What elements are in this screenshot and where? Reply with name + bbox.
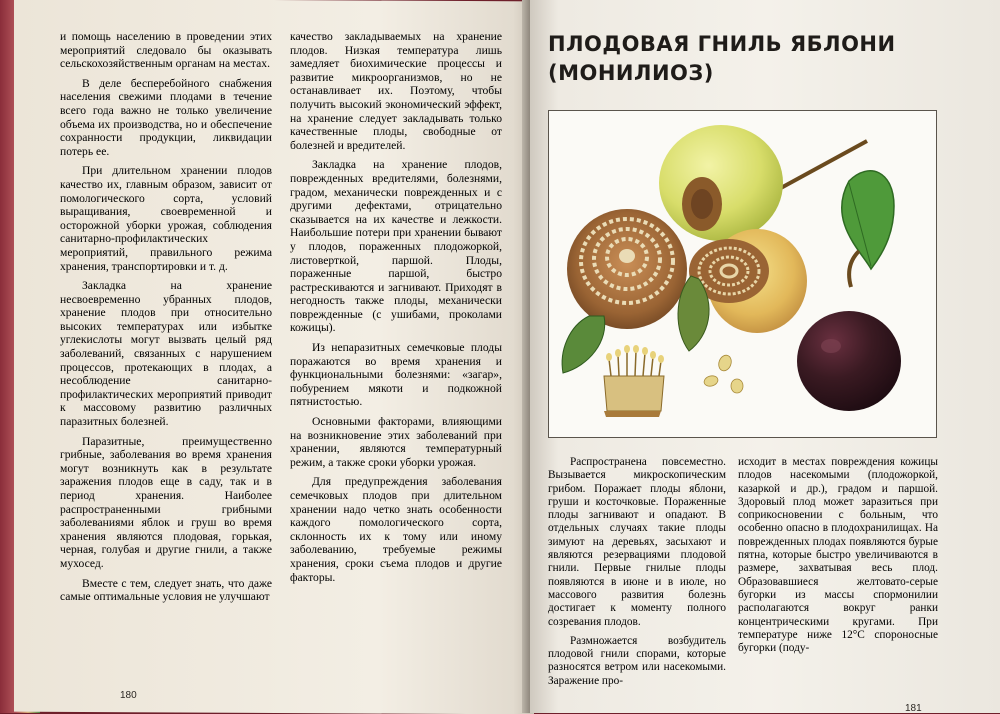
paragraph: Распространена повсеместно. Вызывается микроскопическим грибом. Поражает плоды яблони, груши и косточковые. Пораженные плоды загнивают и опадают. В отдельных случаях такие плоды зимуют на деревьях, засыхают и являются резервациями плодовой гнили. Первые гнилые плоды появляются в июне и в июле, но массового развития болезнь достигает к моменту полного созревания плодов.: [548, 456, 726, 628]
left-page-column-1: [60, 30, 272, 610]
article-title: ПЛОДОВАЯ ГНИЛЬ ЯБЛОНИ (МОНИЛИОЗ): [548, 32, 896, 85]
left-page-column-2: [290, 30, 502, 590]
paragraph: исходит в местах повреждения кожицы плодов насекомыми (плодожоркой, казаркой и др.), градом и паршой. Здоровый плод может заразиться при соприкосновении с больным, что особенно опасно в плодохранилищах. На поврежденных плодах появляются бурые пятна, которые быстро увеличиваются в размере, захватывая весь плод. Образовавшиеся желтовато-серые бугорки из массы спормонилии располагаются вокруг ранки концентрическими кругами. При температуре ниже 12°С спороносные бугорки (поду-: [738, 456, 938, 655]
page-number-left: 180: [120, 690, 137, 701]
paragraph: Вместе с тем, следует знать, что даже самые оптимальные условия не улучшают: [60, 576, 272, 604]
paragraph: При длительном хранении плодов качество их, главным образом, зависит от помологического сорта, условий выращивания, своевременной и осторожной уборки урожая, соблюдения санитарно-профилактических мероприятий, правильного режима хранения, транспортировки и т. д.: [60, 164, 272, 273]
paragraph: Основными факторами, влияющими на возникновение этих заболеваний при хранении, являются температурный режим, а также сроки уборки урожая.: [290, 415, 502, 469]
right-page-column-1: [548, 456, 726, 694]
paragraph: Из непаразитных семечковые плоды поражаются во время хранения и функциональными болезнями: «загар», побурением мякоти и подкожной пятнистостью.: [290, 341, 502, 409]
apple-monilia-rot-illustration-icon: [549, 111, 936, 437]
paragraph: Паразитные, преимущественно грибные, заболевания во время хранения могут возникнуть как в результате заражения плодов еще в саду, так и в период хранения. Наиболее распространенными грибными заболеваниями яблок и груш во время хранения являются плодовая, горькая, черная, голубая и другие гнили, а также мухосед.: [60, 434, 272, 570]
paragraph: Для предупреждения заболевания семечковых плодов при длительном хранении надо четко знать особенности каждого помологического сорта, склонность их к тому или иному заболеванию, требуемые режимы хранения, сроки съема плодов и другие факторы.: [290, 475, 502, 584]
paragraph: Размножается возбудитель плодовой гнили спорами, которые разносятся ветром или насекомыми. Заражение про-: [548, 634, 726, 687]
page-number-right: 181: [905, 703, 922, 714]
paragraph: качество закладываемых на хранение плодов. Низкая температура лишь замедляет биохимические процессы и развитие микроорганизмов, но не останавливает их. Поэтому, чтобы получить высокий экономический эффект, на хранение следует закладывать только качественные плоды, свободные от болезней и вредителей.: [290, 30, 502, 152]
right-page-column-2: [738, 456, 938, 661]
paragraph: и помощь населению в проведении этих мероприятий следовало бы оказывать сельскохозяйственным органам на местах.: [60, 30, 272, 71]
paragraph: Закладка на хранение плодов, поврежденных вредителями, болезнями, градом, механически поврежденных и с другими дефектами, отрицательно сказывается на их качестве и лежкости. Наибольшие потери при хранении бывают у плодов, пораженных плодожоркой, листоверткой, паршой. Плоды, пораженные паршой, быстро растрескиваются и загнивают. Приходят в негодность также плоды, механически поврежденные (с ушибами, проколами кожицы).: [290, 158, 502, 335]
paragraph: Закладка на хранение несвоевременно убранных плодов, хранение плодов при относительно высоких температурах или избытке углекислоты могут вызвать целый ряд заболеваний, связанных с нарушением процессов, протекающих в плодах, а несоблюдение санитарно-профилактических мероприятий приводит к массовому развитию различных паразитных болезней.: [60, 279, 272, 429]
apple-rot-illustration: [548, 110, 937, 438]
paragraph: В деле бесперебойного снабжения населения свежими плодами в течение всего года важно не только увеличение объема их производства, но и обеспечение сохранности продукции, ликвидации потерь ее.: [60, 76, 272, 158]
